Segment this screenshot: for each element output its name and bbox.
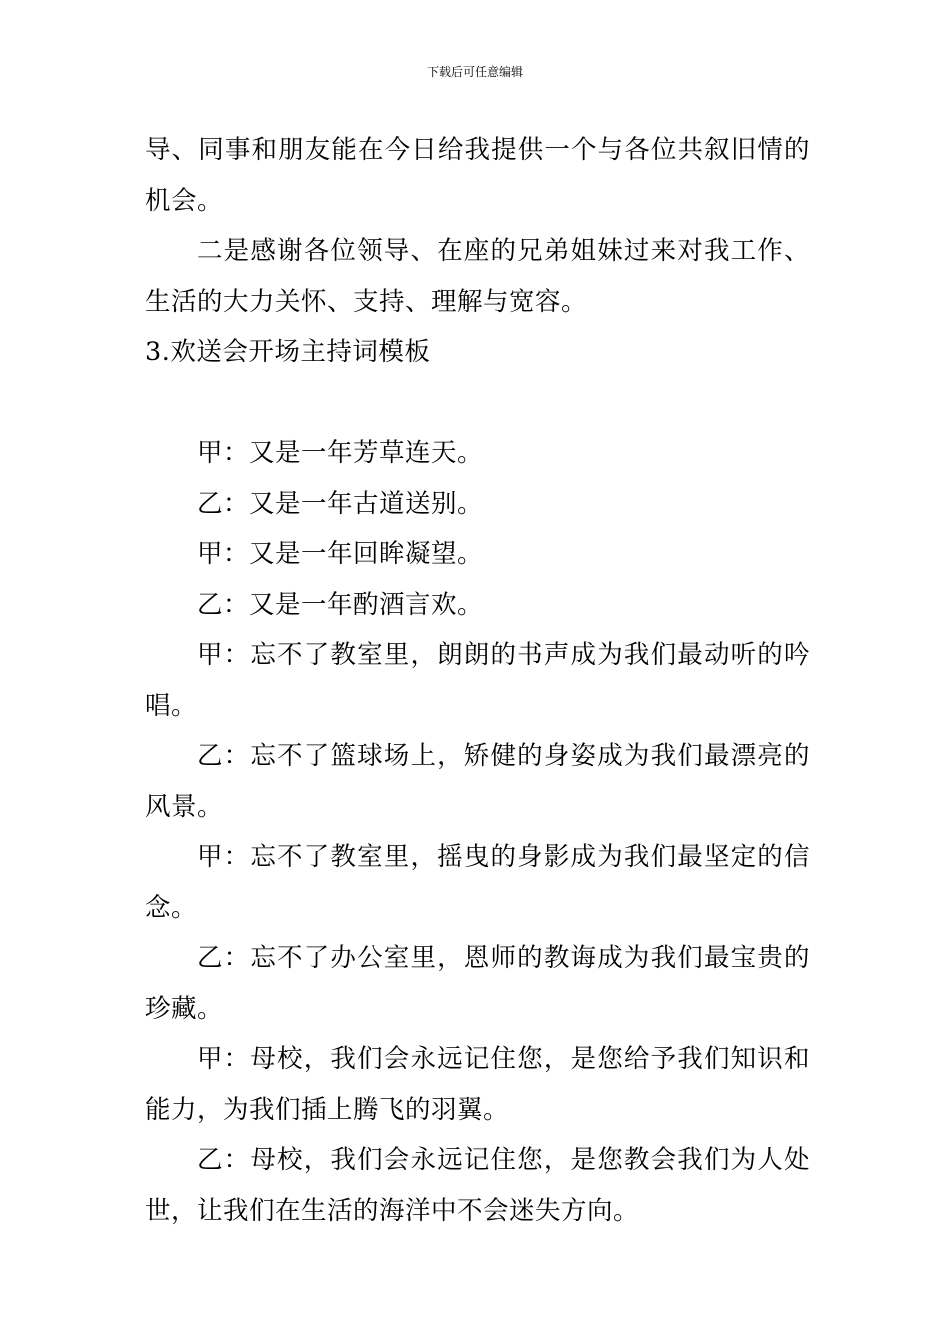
dialogue-line: 甲：又是一年回眸凝望。	[197, 539, 484, 569]
section-heading: 3.欢送会开场主持词模板	[145, 337, 431, 367]
dialogue-line: 甲：母校，我们会永远记住您，是您给予我们知识和能力，为我们插上腾飞的羽翼。	[145, 1044, 810, 1125]
dialogue-line: 乙：忘不了篮球场上，矫健的身姿成为我们最漂亮的风景。	[145, 741, 810, 822]
blank-line	[145, 378, 810, 429]
document-body	[145, 125, 810, 1236]
dialogue-line: 乙：又是一年古道送别。	[197, 488, 484, 519]
dialogue-line: 乙：母校，我们会永远记住您，是您教会我们为人处世，让我们在生活的海洋中不会迷失方向。	[145, 1145, 810, 1226]
page-header: 下载后可任意编辑	[426, 65, 523, 79]
paragraph: 二是感谢各位领导、在座的兄弟姐妹过来对我工作、生活的大力关怀、支持、理解与宽容。	[145, 236, 810, 317]
paragraph: 导、同事和朋友能在今日给我提供一个与各位共叙旧情的机会。	[145, 135, 810, 216]
dialogue-line: 乙：又是一年酌酒言欢。	[197, 589, 484, 620]
dialogue-line: 甲：忘不了教室里，摇曳的身影成为我们最坚定的信念。	[145, 842, 810, 923]
dialogue-line: 乙：忘不了办公室里，恩师的教诲成为我们最宝贵的珍藏。	[145, 943, 810, 1024]
dialogue-line: 甲：又是一年芳草连天。	[197, 438, 484, 468]
dialogue-line: 甲：忘不了教室里，朗朗的书声成为我们最动听的吟唱。	[145, 640, 810, 721]
